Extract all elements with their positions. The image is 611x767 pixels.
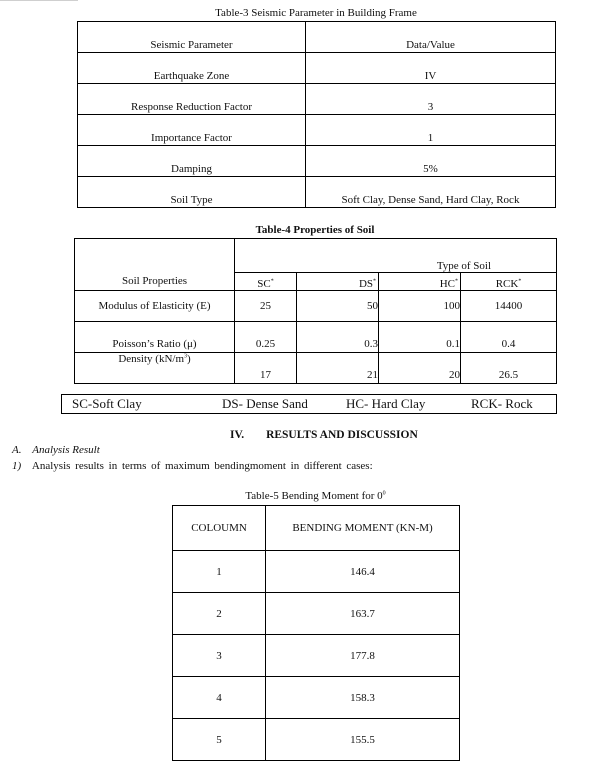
- column-cell: 1: [173, 551, 266, 593]
- list-marker: 1): [12, 460, 22, 472]
- table3-caption: Table-3 Seismic Parameter in Building Frame: [215, 7, 417, 19]
- table-row: [78, 84, 556, 115]
- table4-caption: [74, 224, 556, 237]
- value-cell: IV: [306, 53, 556, 84]
- type-of-soil-header: [235, 239, 557, 273]
- legend-item: RCK- Rock: [471, 396, 533, 411]
- value-cell: Soft Clay, Dense Sand, Hard Clay, Rock: [306, 177, 556, 208]
- value-cell: 26.5: [461, 353, 557, 384]
- parameter-cell: Soil Type: [78, 177, 306, 208]
- table-row: [173, 593, 460, 635]
- moment-cell: 163.7: [266, 593, 460, 635]
- table-row: [78, 53, 556, 84]
- table-row: [173, 677, 460, 719]
- soil-col-header: HC*: [379, 272, 461, 290]
- header-cell: BENDING MOMENT (KN-M): [266, 506, 460, 551]
- value-cell: 14400: [461, 291, 557, 322]
- value-cell: 0.1: [379, 322, 461, 353]
- table-row: [78, 115, 556, 146]
- parameter-cell: Damping: [78, 146, 306, 177]
- property-label: Poisson’s Ratio (μ): [75, 322, 235, 353]
- header-cell: Seismic Parameter: [78, 22, 306, 53]
- value-cell: 20: [379, 353, 461, 384]
- subsection-marker: A.: [12, 444, 22, 456]
- value-cell: 25: [235, 291, 297, 322]
- moment-cell: 146.4: [266, 551, 460, 593]
- legend-item: HC- Hard Clay: [346, 396, 426, 411]
- legend-item: SC-Soft Clay: [72, 396, 142, 411]
- value-cell: 50: [297, 291, 379, 322]
- section-heading: [230, 429, 418, 441]
- soil-properties-header: Soil Properties: [75, 239, 235, 291]
- table5-caption: Table-5 Bending Moment for $0^0$: [245, 490, 386, 502]
- value-cell: 3: [306, 84, 556, 115]
- table4-caption-text: Table-4 Properties of Soil: [255, 224, 375, 236]
- value-cell: 0.3: [297, 322, 379, 353]
- top-rule: [0, 0, 78, 1]
- table-row: [75, 353, 557, 384]
- soil-abbreviation-legend: [61, 394, 557, 414]
- section-title: RESULTS AND DISCUSSION: [266, 429, 418, 441]
- column-cell: 5: [173, 719, 266, 761]
- subsection-heading: [12, 444, 100, 456]
- table-row: [78, 146, 556, 177]
- soil-col-header: DS*: [297, 272, 379, 290]
- parameter-cell: Response Reduction Factor: [78, 84, 306, 115]
- table-header-row: [78, 22, 556, 53]
- table-row: [173, 635, 460, 677]
- parameter-cell: Earthquake Zone: [78, 53, 306, 84]
- table-row: [78, 177, 556, 208]
- header-cell: Data/Value: [306, 22, 556, 53]
- table-row: [75, 322, 557, 353]
- value-cell: 100: [379, 291, 461, 322]
- soil-col-header: RCK*: [461, 272, 557, 290]
- parameter-cell: Importance Factor: [78, 115, 306, 146]
- seismic-parameter-table: [77, 21, 556, 208]
- property-label: Density $(kN/m^3)$: [75, 353, 235, 384]
- moment-cell: 155.5: [266, 719, 460, 761]
- table-row: [75, 291, 557, 322]
- value-cell: 17: [235, 353, 297, 384]
- column-cell: 4: [173, 677, 266, 719]
- list-text: Analysis results in terms of maximum bendingmoment in different cases:: [31, 460, 373, 472]
- value-cell: 5%: [306, 146, 556, 177]
- section-number: IV.: [230, 429, 245, 441]
- header-cell: COLOUMN: [173, 506, 266, 551]
- value-cell: 1: [306, 115, 556, 146]
- soil-properties-table: [74, 238, 557, 384]
- value-cell: 0.25: [235, 322, 297, 353]
- value-cell: 21: [297, 353, 379, 384]
- column-cell: 2: [173, 593, 266, 635]
- table-row: [173, 719, 460, 761]
- moment-cell: 177.8: [266, 635, 460, 677]
- soil-col-header: SC*: [235, 272, 297, 290]
- table-row: [173, 551, 460, 593]
- property-label: Modulus of Elasticity (E): [75, 291, 235, 322]
- bending-moment-table: [172, 505, 460, 761]
- subsection-title: Analysis Result: [32, 444, 100, 456]
- value-cell: 0.4: [461, 322, 557, 353]
- legend-item: DS- Dense Sand: [222, 396, 308, 411]
- table-header-row: [173, 506, 460, 551]
- type-of-soil-label: Type of Soil: [436, 259, 492, 272]
- column-cell: 3: [173, 635, 266, 677]
- moment-cell: 158.3: [266, 677, 460, 719]
- list-item: [12, 460, 373, 472]
